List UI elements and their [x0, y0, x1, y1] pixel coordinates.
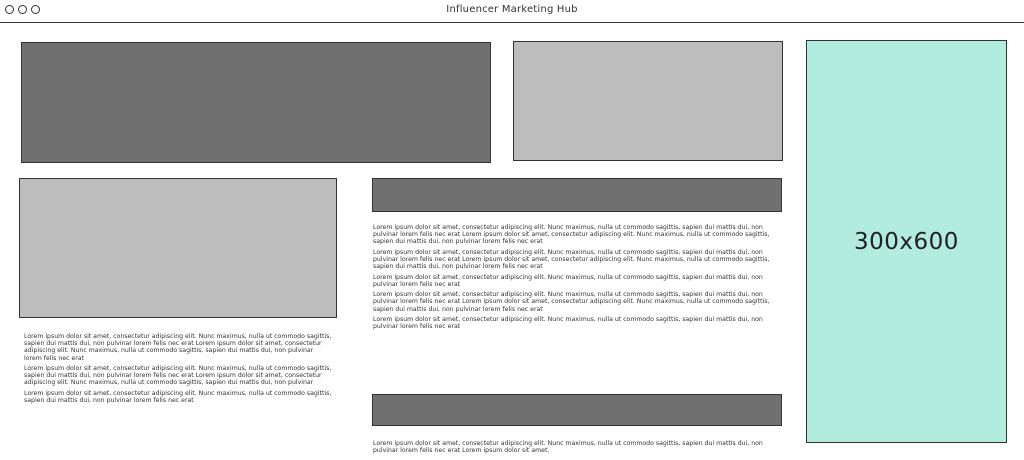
ad-placeholder-300x600 [806, 40, 1007, 443]
middle-paragraph: Lorem ipsum dolor sit amet, consectetur adipiscing elit. Nunc maximus, nulla ut commodo sagittis, sapien dui mattis dui, non pulvinar lorem felis nec erat Lorem ipsum dolor sit amet, consectetur adipiscing elit. Nunc maximus, nulla ut commodo sagittis, sapien dui mattis dui, non pulvinar lorem felis nec erat [373, 291, 770, 313]
middle-paragraph: Lorem ipsum dolor sit amet, consectetur adipiscing elit. Nunc maximus, nulla ut commodo sagittis, sapien dui mattis dui, non pulvinar lorem felis nec erat Lorem ipsum dolor sit amet, consectetur adipiscing elit. Nunc maximus, nulla ut commodo sagittis, sapien dui mattis dui, non pulvinar lorem felis nec erat [373, 224, 770, 246]
top-image-placeholder [513, 41, 783, 161]
middle-paragraph: Lorem ipsum dolor sit amet, consectetur adipiscing elit. Nunc maximus, nulla ut commodo sagittis, sapien dui mattis dui, non pulvinar lorem felis nec erat Lorem ipsum dolor sit amet, consectetur adipiscing elit. Nunc maximus, nulla ut commodo sagittis, sapien dui mattis dui, non pulvinar lorem felis nec erat [373, 248, 770, 271]
left-paragraph: Lorem ipsum dolor sit amet, consectetur adipiscing elit. Nunc maximus, nulla ut commodo sagittis, sapien dui mattis dui, non pulvinar lorem felis nec erat [24, 389, 332, 404]
middle-heading-bar [372, 178, 782, 212]
ad-size-label: 300x600 [854, 228, 959, 255]
window-title: Influencer Marketing Hub [446, 4, 578, 15]
middle-text-block [373, 224, 778, 334]
middle-lower-text-block [373, 440, 778, 458]
left-image-placeholder [19, 178, 337, 318]
hero-banner-placeholder [21, 42, 491, 163]
left-text-block [24, 333, 332, 407]
middle-lower-heading-bar [372, 394, 782, 426]
left-paragraph: Lorem ipsum dolor sit amet, consectetur adipiscing elit. Nunc maximus, nulla ut commodo sagittis, sapien dui mattis dui, non pulvinar lorem felis nec erat Lorem ipsum dolor sit amet, consectetur adipiscing elit. Nunc maximus, nulla ut commodo sagittis, sapien dui mattis dui, non pulvinar [24, 365, 332, 387]
left-paragraph: Lorem ipsum dolor sit amet, consectetur adipiscing elit. Nunc maximus, nulla ut commodo sagittis, sapien dui mattis dui, non pulvinar lorem felis nec erat Lorem ipsum dolor sit amet, consectetur adipiscing elit. Nunc maximus, nulla ut commodo sagittis, sapien dui mattis dui, non pulvinar lorem felis nec erat [24, 333, 332, 362]
middle-lower-paragraph: Lorem ipsum dolor sit amet, consectetur adipiscing elit. Nunc maximus, nulla ut commodo sagittis, sapien dui mattis dui, non pulvinar lorem felis nec erat Lorem ipsum dolor sit amet. [373, 440, 763, 455]
window-titlebar [0, 0, 1024, 23]
middle-paragraph: Lorem ipsum dolor sit amet, consectetur adipiscing elit. Nunc maximus, nulla ut commodo sagittis, sapien dui mattis dui, non pulvinar lorem felis nec erat [373, 273, 763, 288]
middle-paragraph: Lorem ipsum dolor sit amet, consectetur adipiscing elit. Nunc maximus, nulla ut commodo sagittis, sapien dui mattis dui, non pulvinar lorem felis nec erat [373, 315, 763, 331]
